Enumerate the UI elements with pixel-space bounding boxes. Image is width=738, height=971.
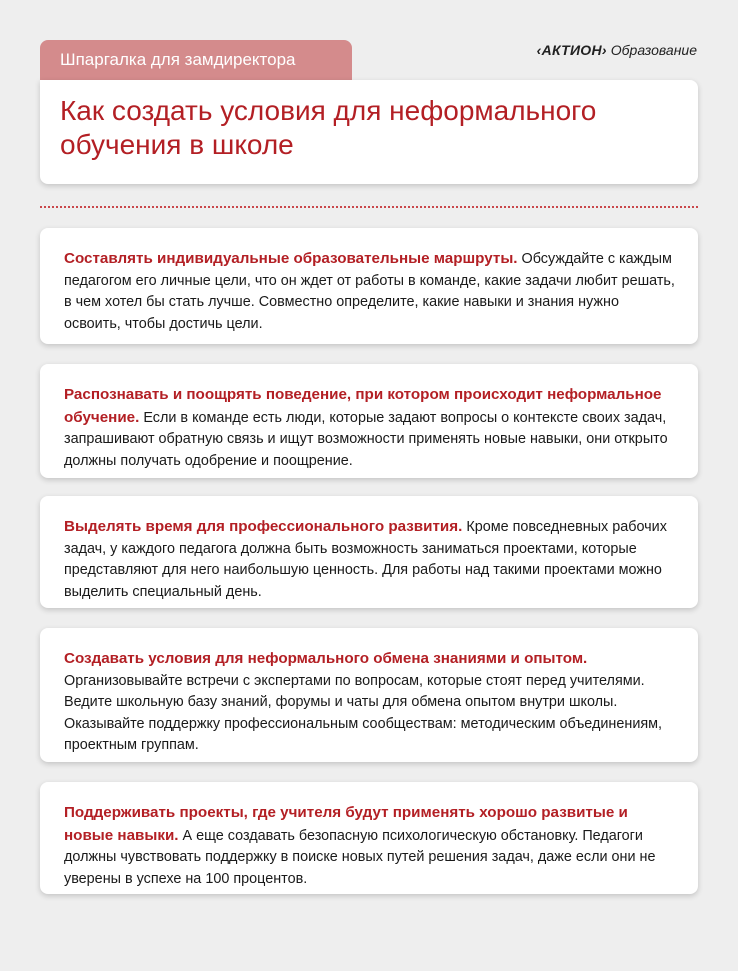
brand-logo-mark: ‹АКТИОН› — [536, 42, 607, 58]
tip-lead: Выделять время для профессионального развития. — [64, 518, 463, 535]
title-card — [40, 80, 698, 184]
tip-lead: Создавать условия для неформального обмена знаниями и опытом. — [64, 650, 588, 667]
tip-card-3 — [40, 496, 698, 608]
tip-card-2 — [40, 364, 698, 478]
tip-body: Организовывайте встречи с экспертами по вопросам, которые стоят перед учителями. Ведите школьную базу знаний, форумы и чаты для обмена опытом внутри школы. Оказывайте поддержку профессиональным сообществам: методическим объединениям, проектным группам. — [64, 672, 663, 754]
tip-lead: Распознавать и поощрять поведение, при котором происходит неформальное обучение. — [64, 386, 662, 426]
tip-lead: Поддерживать проекты, где учителя будут применять хорошо развитые и новые навыки. — [64, 804, 628, 844]
category-tag: Шпаргалка для замдиректора — [40, 40, 352, 80]
tip-card-1 — [40, 228, 698, 344]
dotted-divider — [40, 206, 698, 208]
tip-body: Если в команде есть люди, которые задают вопросы о контексте своих задач, запрашивают обратную связь и ищут возможности применять новые навыки, они открыто должны получать одобрение и поощрение. — [64, 409, 668, 469]
tip-body: Кроме повседневных рабочих задач, у каждого педагога должна быть возможность заниматься проектами, которые представляют для него наибольшую ценность. Для работы над такими проектами можно выделить специальный день. — [64, 519, 667, 600]
tip-card-4 — [40, 628, 698, 762]
tip-lead: Составлять индивидуальные образовательные маршруты. — [64, 250, 518, 267]
brand-logo — [537, 40, 697, 60]
tip-body: А еще создавать безопасную психологическую обстановку. Педагоги должны чувствовать поддержку в поиске новых путей решения задач, даже если они не уверены в успехе на 100 процентов. — [64, 827, 656, 887]
tip-body: Обсуждайте с каждым педагогом его личные цели, что он ждет от работы в команде, какие задачи любит решать, в чем хотел бы стать лучше. Совместно определите, какие навыки и знания нужно освоить, чтобы достичь цели. — [64, 251, 675, 332]
tip-card-5 — [40, 782, 698, 894]
brand-logo-subtitle: Образование — [610, 42, 697, 58]
page-title: Как создать условия для неформального обучения в школе — [60, 95, 597, 160]
